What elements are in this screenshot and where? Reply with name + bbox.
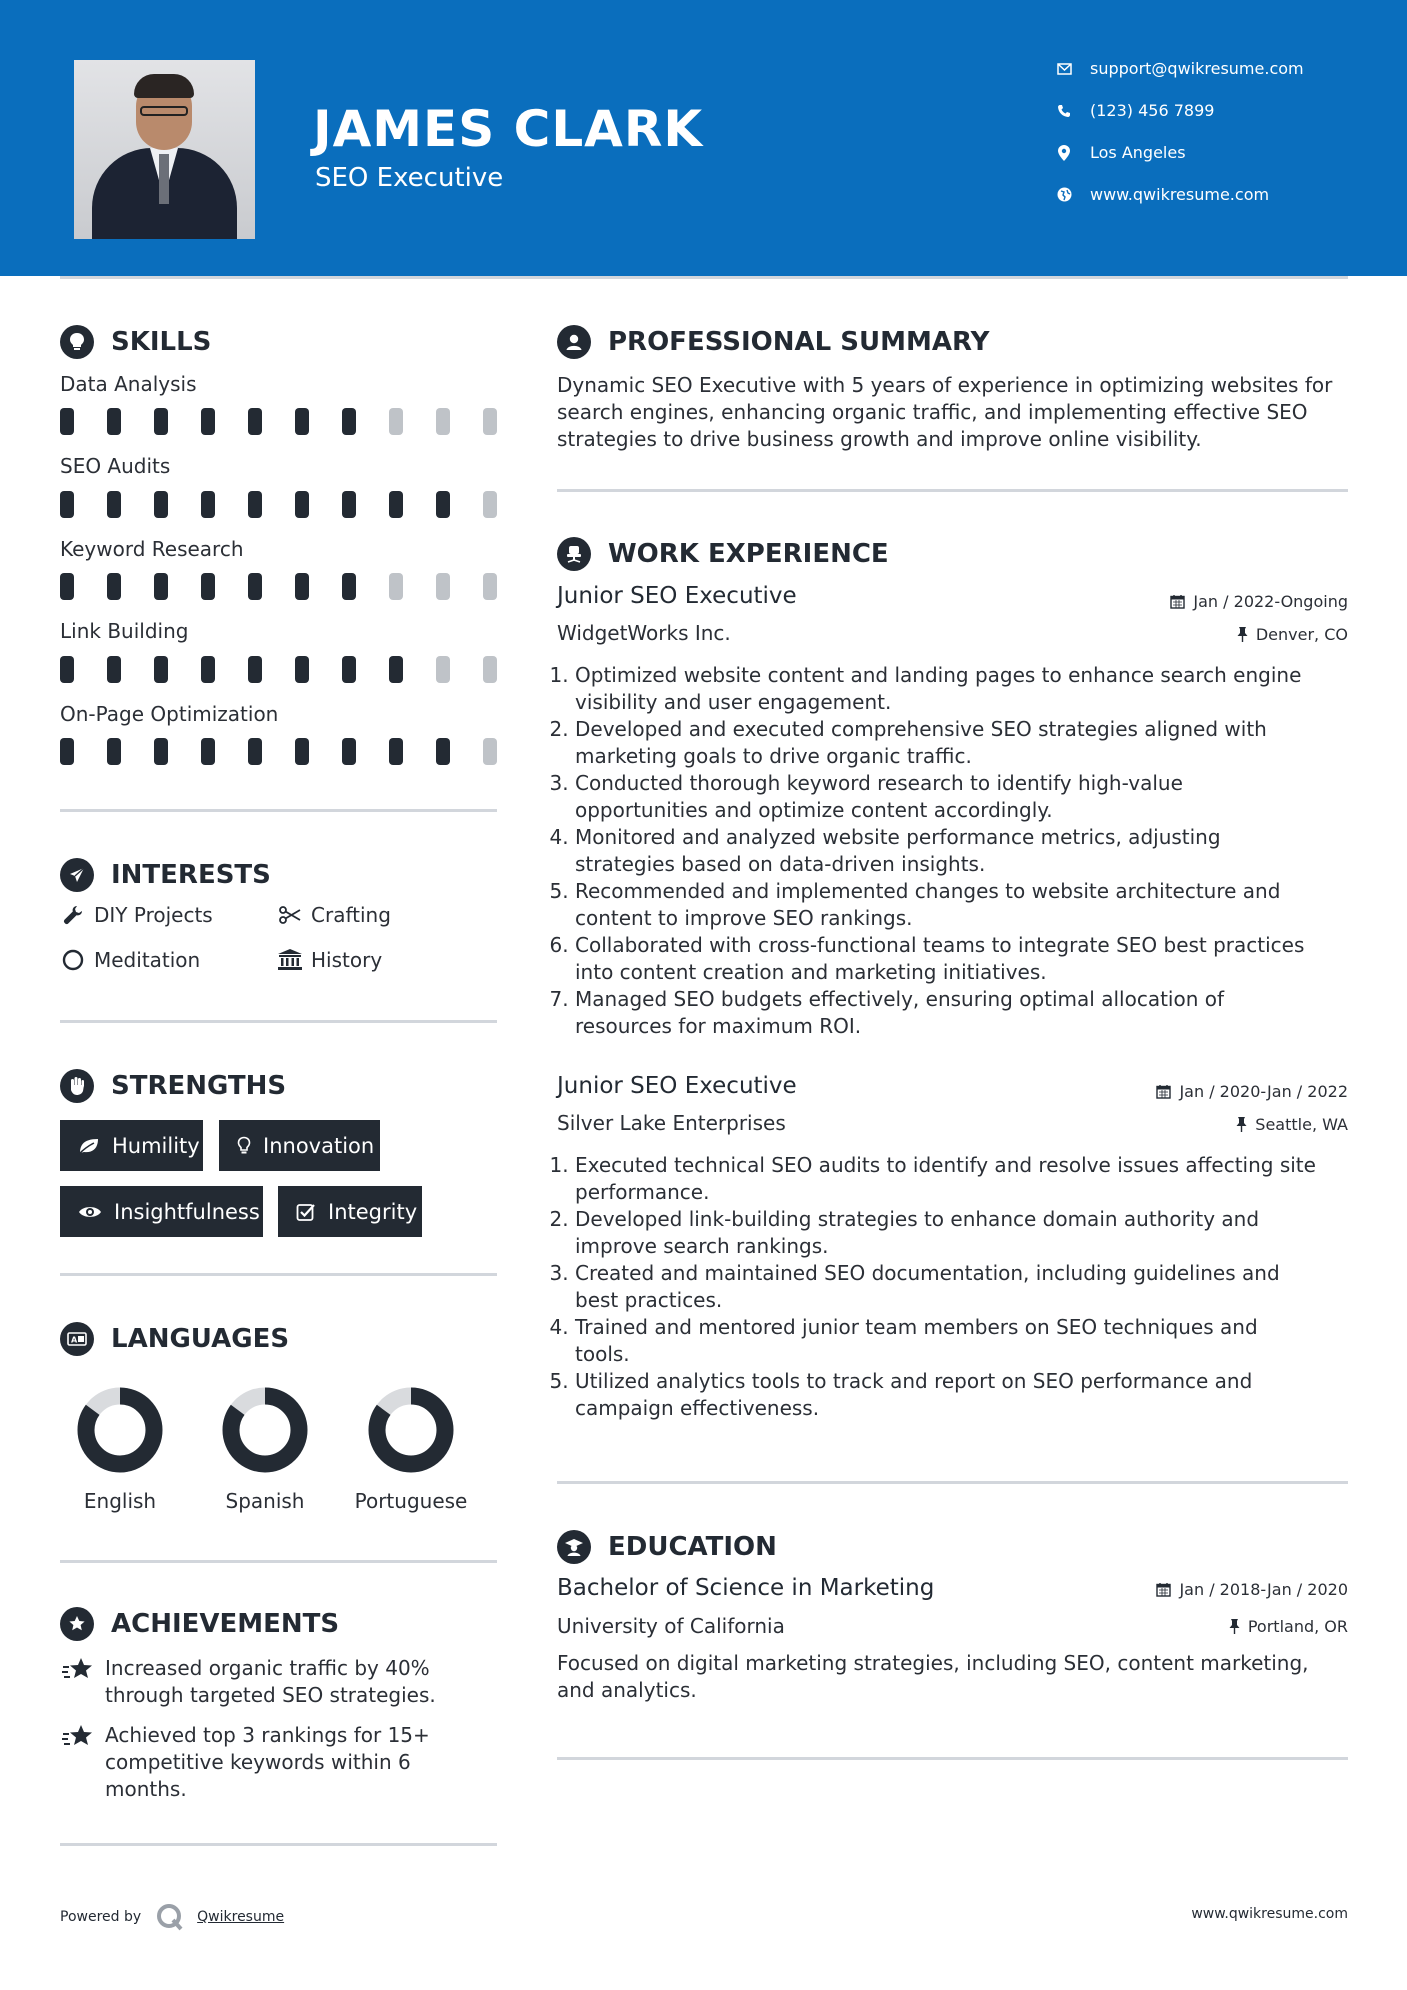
lightbulb-icon <box>60 325 94 359</box>
skill-bar-filled <box>295 656 309 683</box>
section-divider <box>60 1843 497 1846</box>
achievement-item <box>60 1655 436 1709</box>
skill-label: Keyword Research <box>60 537 244 561</box>
skill-bar-filled <box>107 738 121 765</box>
scissors-icon <box>277 906 303 924</box>
skill-bar-filled <box>201 573 215 600</box>
pushpin-icon <box>1237 627 1248 642</box>
skill-bar-filled <box>107 408 121 435</box>
leaf-icon <box>78 1137 100 1155</box>
education-location <box>1229 1617 1348 1636</box>
star-badge-icon <box>60 1607 94 1641</box>
job-dates <box>1170 592 1348 611</box>
powered-by-text: Powered by <box>60 1909 142 1925</box>
achievements-heading <box>60 1607 339 1641</box>
wrench-icon <box>60 905 86 925</box>
interests-title: INTERESTS <box>111 860 271 890</box>
lightbulb-icon <box>237 1136 251 1156</box>
job-dates-text: Jan / 2020-Jan / 2022 <box>1179 1082 1348 1101</box>
stars-icon <box>60 1722 96 1803</box>
skill-bar-filled <box>389 656 403 683</box>
interest-label: History <box>311 948 383 972</box>
education-dates <box>1156 1580 1348 1599</box>
language-icon <box>60 1322 94 1356</box>
interest-label: Crafting <box>311 903 391 927</box>
strength-tag <box>278 1186 422 1237</box>
list-item: 6. Collaborated with cross-functional teams to integrate SEO best practices into content creation and marketing initiatives. <box>575 932 1375 986</box>
language-label: Portuguese <box>354 1489 468 1513</box>
skill-label: Data Analysis <box>60 372 197 396</box>
skill-label: Link Building <box>60 619 189 643</box>
skill-bar-filled <box>342 656 356 683</box>
skill-bar-filled <box>295 408 309 435</box>
skill-bar-filled <box>248 491 262 518</box>
strength-label: Insightfulness <box>114 1199 260 1224</box>
skill-bar-empty <box>436 656 450 683</box>
calendar-icon <box>1156 1582 1171 1597</box>
candidate-role: SEO Executive <box>315 163 504 193</box>
skill-bar-filled <box>389 491 403 518</box>
job-dates <box>1156 1082 1348 1101</box>
skill-bar-filled <box>154 738 168 765</box>
skill-bar-filled <box>107 573 121 600</box>
skill-label: SEO Audits <box>60 454 171 478</box>
envelope-icon <box>1055 60 1073 78</box>
list-item: 1. Executed technical SEO audits to identify and resolve issues affecting site performance. <box>575 1152 1375 1206</box>
education-line: Focused on digital marketing strategies, including SEO, content marketing, <box>557 1651 1309 1675</box>
section-divider <box>557 1757 1348 1760</box>
list-item: 3. Conducted thorough keyword research to identify high-value opportunities and optimize content accordingly. <box>575 770 1375 824</box>
office-chair-icon <box>557 537 591 571</box>
education-line: and analytics. <box>557 1678 697 1702</box>
summary-line: search engines, enhancing organic traffic, and implementing effective SEO <box>557 400 1308 424</box>
achievement-line: Increased organic traffic by 40% <box>105 1656 430 1680</box>
skill-label: On-Page Optimization <box>60 702 279 726</box>
strengths-heading <box>60 1069 286 1103</box>
job-title: Junior SEO Executive <box>557 583 797 609</box>
list-item: 7. Managed SEO budgets effectively, ensuring optimal allocation of resources for maximum ROI. <box>575 986 1375 1040</box>
achievement-line: months. <box>105 1777 187 1801</box>
list-item: 3. Created and maintained SEO documentation, including guidelines and best practices. <box>575 1260 1375 1314</box>
skill-bar-filled <box>107 656 121 683</box>
skill-bar-filled <box>436 738 450 765</box>
job-location <box>1236 1115 1348 1134</box>
skill-bar-filled <box>154 656 168 683</box>
header-banner <box>0 0 1407 276</box>
skill-bar-filled <box>154 573 168 600</box>
company-name: Silver Lake Enterprises <box>557 1111 786 1135</box>
calendar-icon <box>1170 594 1185 609</box>
job-dates-text: Jan / 2022-Ongoing <box>1193 592 1348 611</box>
strength-tag <box>60 1120 203 1171</box>
interest-item <box>60 903 213 927</box>
skill-bar-filled <box>342 573 356 600</box>
languages-title: LANGUAGES <box>111 1324 290 1354</box>
summary-text <box>557 372 1332 453</box>
circle-icon <box>60 949 86 971</box>
fist-icon <box>60 1069 94 1103</box>
skill-bar-empty <box>436 573 450 600</box>
education-description <box>557 1650 1309 1704</box>
svg-text:A: A <box>71 1335 78 1345</box>
job-location <box>1237 625 1348 644</box>
education-heading <box>557 1530 777 1564</box>
education-location-text: Portland, OR <box>1247 1617 1348 1636</box>
list-item: 4. Monitored and analyzed website performance metrics, adjusting strategies based on data-driven insights. <box>575 824 1375 878</box>
education-dates-text: Jan / 2018-Jan / 2020 <box>1179 1580 1348 1599</box>
language-proficiency-donut <box>222 1387 308 1473</box>
contact-location <box>1055 143 1186 162</box>
company-name: WidgetWorks Inc. <box>557 621 731 645</box>
list-item: 1. Optimized website content and landing pages to enhance search engine visibility and user engagement. <box>575 662 1375 716</box>
list-item: 5. Recommended and implemented changes to website architecture and content to improve SEO rankings. <box>575 878 1375 932</box>
skill-bar-filled <box>248 738 262 765</box>
skill-bar-filled <box>342 738 356 765</box>
summary-line: Dynamic SEO Executive with 5 years of experience in optimizing websites for <box>557 373 1333 397</box>
list-item: 4. Trained and mentored junior team members on SEO techniques and tools. <box>575 1314 1375 1368</box>
skill-bar-filled <box>201 408 215 435</box>
strengths-title: STRENGTHS <box>111 1071 287 1101</box>
job-location-text: Denver, CO <box>1255 625 1348 644</box>
achievement-line: competitive keywords within 6 <box>105 1750 411 1774</box>
summary-title: PROFESSIONAL SUMMARY <box>608 327 990 357</box>
skill-bar-filled <box>248 408 262 435</box>
strength-label: Integrity <box>328 1199 418 1224</box>
skill-rating-bar <box>60 738 530 765</box>
section-divider <box>557 489 1348 492</box>
skill-bar-empty <box>483 491 497 518</box>
skill-bar-filled <box>342 491 356 518</box>
skill-bar-empty <box>389 408 403 435</box>
contact-phone-text: (123) 456 7899 <box>1090 101 1215 120</box>
summary-line: strategies to drive business growth and improve online visibility. <box>557 427 1202 451</box>
skill-bar-filled <box>342 408 356 435</box>
skill-rating-bar <box>60 573 530 600</box>
skill-bar-filled <box>60 656 74 683</box>
footer-website[interactable]: www.qwikresume.com <box>1191 1906 1348 1922</box>
interests-heading <box>60 858 271 892</box>
achievement-item <box>60 1722 430 1803</box>
job-responsibilities <box>557 662 1375 1040</box>
contact-location-text: Los Angeles <box>1090 143 1186 162</box>
skill-bar-filled <box>107 491 121 518</box>
skill-bar-filled <box>60 573 74 600</box>
footer-powered-by <box>60 1902 284 1932</box>
skill-bar-filled <box>201 656 215 683</box>
qwikresume-logo-icon <box>155 1902 185 1932</box>
experience-heading <box>557 537 889 571</box>
degree-title: Bachelor of Science in Marketing <box>557 1575 935 1601</box>
contact-email-text: support@qwikresume.com <box>1090 59 1304 78</box>
language-proficiency-donut <box>77 1387 163 1473</box>
language-proficiency-donut <box>368 1387 454 1473</box>
experience-title: WORK EXPERIENCE <box>608 539 889 569</box>
qwikresume-link[interactable]: Qwikresume <box>197 1909 285 1925</box>
pushpin-icon <box>1236 1117 1247 1132</box>
skill-bar-empty <box>483 738 497 765</box>
pushpin-icon <box>1229 1619 1240 1634</box>
skill-bar-filled <box>248 573 262 600</box>
skill-bar-filled <box>201 738 215 765</box>
achievements-title: ACHIEVEMENTS <box>111 1609 340 1639</box>
skill-bar-filled <box>389 738 403 765</box>
skills-heading <box>60 325 211 359</box>
list-item: 2. Developed and executed comprehensive SEO strategies aligned with marketing goals to drive organic traffic. <box>575 716 1375 770</box>
skill-bar-filled <box>295 738 309 765</box>
job-responsibilities <box>557 1152 1375 1422</box>
section-divider <box>60 1560 497 1563</box>
summary-heading <box>557 325 989 359</box>
contact-website[interactable] <box>1055 185 1269 204</box>
graduate-icon <box>557 1530 591 1564</box>
paper-plane-icon <box>60 858 94 892</box>
strength-label: Innovation <box>263 1133 375 1158</box>
interest-label: DIY Projects <box>94 903 213 927</box>
skill-bar-filled <box>60 408 74 435</box>
list-item: 5. Utilized analytics tools to track and report on SEO performance and campaign effectiveness. <box>575 1368 1375 1422</box>
skill-bar-filled <box>60 491 74 518</box>
contact-website-text: www.qwikresume.com <box>1090 185 1270 204</box>
achievement-line: Achieved top 3 rankings for 15+ <box>105 1723 430 1747</box>
skill-bar-empty <box>483 408 497 435</box>
contact-phone[interactable] <box>1055 101 1214 120</box>
stars-icon <box>60 1655 96 1709</box>
skill-bar-empty <box>483 656 497 683</box>
school-name: University of California <box>557 1614 785 1638</box>
interest-item <box>277 948 382 972</box>
skill-rating-bar <box>60 408 530 435</box>
education-title: EDUCATION <box>608 1532 777 1562</box>
interest-item <box>277 903 391 927</box>
eye-icon <box>78 1204 102 1220</box>
language-label: English <box>83 1489 157 1513</box>
skill-bar-empty <box>436 408 450 435</box>
section-divider <box>60 809 497 812</box>
job-location-text: Seattle, WA <box>1255 1115 1348 1134</box>
calendar-icon <box>1156 1084 1171 1099</box>
strength-tag <box>60 1186 263 1237</box>
section-divider <box>60 1020 497 1023</box>
skill-bar-filled <box>295 573 309 600</box>
section-divider <box>60 1273 497 1276</box>
user-icon <box>557 325 591 359</box>
job-title: Junior SEO Executive <box>557 1073 797 1099</box>
skill-bar-filled <box>436 491 450 518</box>
check-square-icon <box>296 1202 316 1222</box>
skills-title: SKILLS <box>111 327 212 357</box>
skill-rating-bar <box>60 491 530 518</box>
interest-label: Meditation <box>94 948 201 972</box>
skill-bar-filled <box>154 408 168 435</box>
phone-icon <box>1055 102 1073 120</box>
candidate-name: JAMES CLARK <box>313 100 704 158</box>
strength-label: Humility <box>112 1133 200 1158</box>
museum-icon <box>277 949 303 971</box>
skill-bar-filled <box>201 491 215 518</box>
skill-bar-filled <box>60 738 74 765</box>
skill-bar-filled <box>248 656 262 683</box>
skill-bar-empty <box>389 573 403 600</box>
globe-icon <box>1055 186 1073 204</box>
map-pin-icon <box>1055 144 1073 162</box>
list-item: 2. Developed link-building strategies to enhance domain authority and improve search rankings. <box>575 1206 1375 1260</box>
profile-photo <box>74 60 255 239</box>
language-label: Spanish <box>225 1489 305 1513</box>
contact-email[interactable] <box>1055 59 1304 78</box>
skill-bar-empty <box>483 573 497 600</box>
skill-bar-filled <box>295 491 309 518</box>
languages-heading <box>60 1322 289 1356</box>
skill-rating-bar <box>60 656 530 683</box>
section-divider <box>557 1481 1348 1484</box>
achievement-line: through targeted SEO strategies. <box>105 1683 436 1707</box>
interest-item <box>60 948 200 972</box>
strength-tag <box>219 1120 380 1171</box>
skill-bar-filled <box>154 491 168 518</box>
header-divider <box>60 276 1348 279</box>
